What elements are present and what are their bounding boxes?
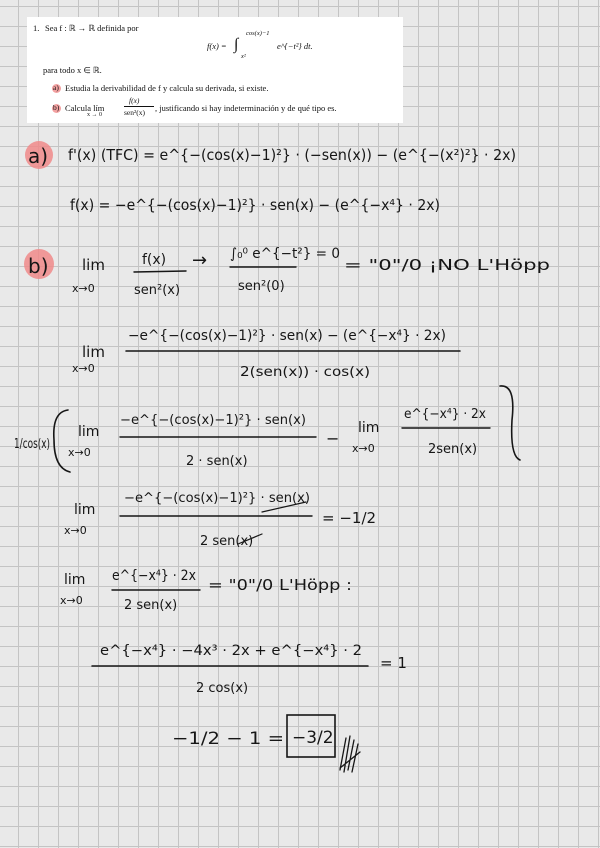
step1-fraction-bar bbox=[134, 271, 186, 272]
solution-b-label: b) bbox=[28, 254, 49, 278]
step1-eval-denominator: sen²(0) bbox=[238, 279, 285, 294]
step3-minus: − bbox=[326, 429, 340, 448]
integral-lower-limit: x² bbox=[241, 53, 246, 60]
step1-result: = "0"/0 ¡NO L'Höpp bbox=[344, 256, 550, 274]
step3-left-numerator: −e^{−(cos(x)−1)²} · sen(x) bbox=[120, 413, 306, 428]
step3-right-denominator: 2sen(x) bbox=[428, 442, 478, 457]
step3-left-denominator: 2 · sen(x) bbox=[186, 454, 248, 469]
step3-left-bracket bbox=[54, 410, 70, 472]
step4-result: = −1/2 bbox=[322, 509, 377, 527]
solution-a-label: a) bbox=[28, 144, 49, 168]
step1-eval-numerator: ∫₀⁰ e^{−t²} = 0 bbox=[230, 246, 340, 262]
step3-left-lim-subscript: x→0 bbox=[68, 446, 91, 459]
part-b-fraction-denominator: sen²(x) bbox=[124, 108, 145, 117]
solution-a-derivative: f'(x) (TFC) = e^{−(cos(x)−1)²} · (−sen(x)) − (e^{−(x²)²} · 2x) bbox=[68, 146, 516, 164]
part-b-limit-subscript: x → 0 bbox=[87, 112, 102, 118]
step5-lim: lim bbox=[64, 572, 86, 588]
problem-number: 1. bbox=[33, 23, 40, 33]
step4-lim-subscript: x→0 bbox=[64, 524, 87, 537]
part-a-label: a) bbox=[53, 83, 59, 92]
step1-fraction-denominator: sen²(x) bbox=[134, 283, 181, 298]
step3-right-lim: lim bbox=[358, 420, 380, 436]
domain-text: para todo x ∈ ℝ. bbox=[43, 65, 102, 75]
step3-right-bracket bbox=[500, 386, 520, 460]
step3-factor: 1/cos(x) bbox=[14, 437, 50, 452]
integral-upper-limit: cos(x)−1 bbox=[246, 30, 270, 37]
part-b-label: b) bbox=[53, 103, 60, 112]
part-b-fraction-numerator: f(x) bbox=[129, 96, 140, 105]
step5-lim-subscript: x→0 bbox=[60, 594, 83, 607]
step5-result: = "0"/0 L'Höpp : bbox=[208, 576, 352, 594]
step5-numerator: e^{−x⁴} · 2x bbox=[112, 568, 196, 584]
step2-denominator: 2(sen(x)) · cos(x) bbox=[240, 365, 370, 380]
definition-lhs: f(x) = bbox=[207, 41, 227, 51]
step1-arrow: → bbox=[192, 250, 208, 271]
step2-numerator: −e^{−(cos(x)−1)²} · sen(x) − (e^{−x⁴} · 2x) bbox=[128, 328, 446, 344]
step3-left-lim: lim bbox=[78, 424, 100, 440]
step6-result: = 1 bbox=[380, 654, 407, 672]
step6-denominator: 2 cos(x) bbox=[196, 681, 249, 696]
step1-lim: lim bbox=[82, 256, 105, 274]
step2-lim: lim bbox=[82, 343, 105, 361]
integrand: e^{−t²} dt. bbox=[277, 41, 313, 51]
problem-intro: Sea f : ℝ → ℝ definida por bbox=[45, 23, 139, 33]
step4-numerator: −e^{−(cos(x)−1)²} · sen(x) bbox=[124, 491, 310, 506]
integral-sign: ∫ bbox=[234, 36, 239, 53]
part-b-prefix: Calcula lím bbox=[65, 103, 105, 113]
final-answer: −3/2 bbox=[292, 728, 334, 748]
answer-hatching bbox=[340, 736, 360, 772]
step3-right-lim-subscript: x→0 bbox=[352, 442, 375, 455]
step6-numerator: e^{−x⁴} · −4x³ · 2x + e^{−x⁴} · 2 bbox=[100, 643, 362, 659]
part-b-suffix: , justificando si hay indeterminación y de qué tipo es. bbox=[155, 103, 337, 113]
step5-denominator: 2 sen(x) bbox=[124, 598, 178, 613]
step4-lim: lim bbox=[74, 502, 96, 518]
step3-right-numerator: e^{−x⁴} · 2x bbox=[404, 407, 487, 422]
step4-denominator: 2 sen(x) bbox=[200, 534, 254, 549]
part-a-text: Estudia la derivabilidad de f y calcula su derivada, si existe. bbox=[65, 83, 269, 93]
solution-a-simplified: f(x) = −e^{−(cos(x)−1)²} · sen(x) − (e^{−x⁴} · 2x) bbox=[70, 196, 440, 214]
step2-lim-subscript: x→0 bbox=[72, 362, 95, 375]
step1-lim-subscript: x→0 bbox=[72, 282, 95, 295]
final-lhs: −1/2 − 1 = bbox=[172, 729, 284, 749]
step1-fraction-numerator: f(x) bbox=[142, 252, 167, 268]
